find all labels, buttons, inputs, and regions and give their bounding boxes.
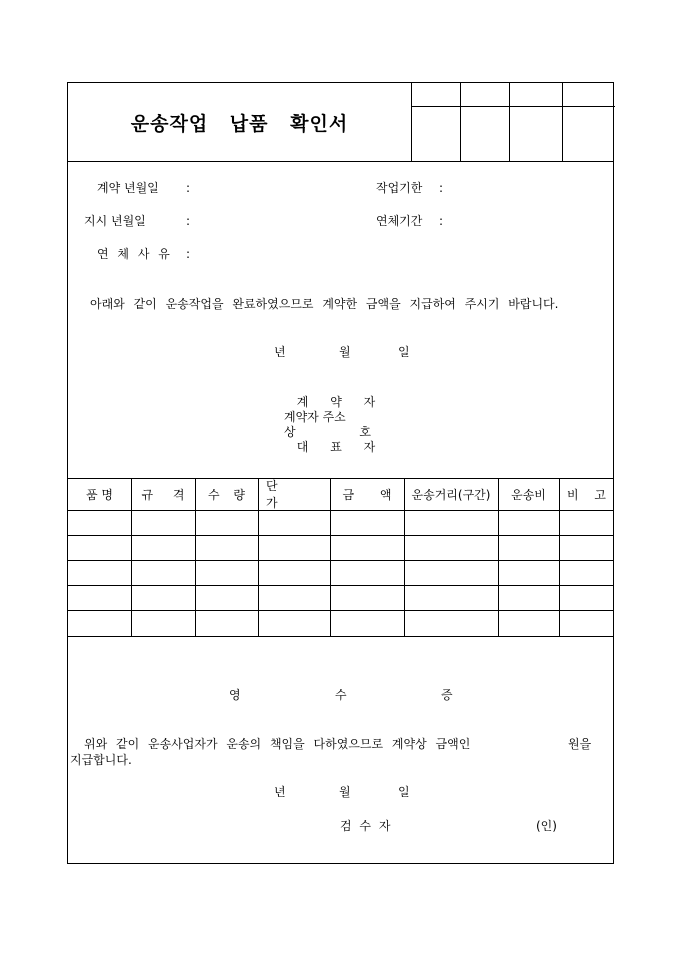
receipt-text-line2: 지급합니다. [70,753,132,767]
receipt-heading-1: 영 [229,688,241,702]
table-cell [68,586,131,610]
table-row-line [68,560,614,561]
header-item-name: 품 명 [86,487,113,502]
receipt-won: 원을 [568,737,592,751]
contractor-name-label: 계 약 자 [296,395,376,409]
approval-col-line [460,83,461,161]
header-amount: 금 액 [342,487,392,502]
contractor-company-label: 상 호 [284,425,371,439]
approval-col-line [509,83,510,161]
receipt-heading-2: 수 [335,688,347,702]
instruct-date-label: 지시 년월일 [84,214,146,228]
instruct-date-colon: : [186,214,191,228]
table-row-line [68,535,614,536]
receipt-heading-3: 증 [441,688,453,702]
work-deadline-colon: : [439,181,444,195]
table-row-line [68,610,614,611]
receipt-date-month: 월 [339,785,351,799]
approval-col-line [562,83,563,161]
delay-reason-colon: : [186,247,191,261]
approval-divider [412,106,615,107]
request-text: 아래와 같이 운송작업을 완료하였으므로 계약한 금액을 지급하여 주시기 바랍니다. [90,297,559,311]
delay-period-colon: : [439,214,444,228]
receipt-date-year: 년 [274,785,286,799]
date-day: 일 [398,345,410,359]
approval-box [411,83,614,161]
table-row-line [68,585,614,586]
delay-reason-label: 연 체 사 유 [97,247,170,261]
table-header-line [68,510,614,511]
receipt-text-line1: 위와 같이 운송사업자가 운송의 책임을 다하였으므로 계약상 금액인 [84,737,471,751]
table-cell [68,536,131,560]
header-distance: 운송거리(구간) [411,487,491,502]
header-remarks: 비 고 [567,487,606,502]
document-frame [67,82,614,864]
table-bottom-line [68,636,614,637]
title-divider [68,161,614,162]
table-cell [68,611,131,635]
seal-mark: (인) [536,819,557,833]
header-unit-price: 단 가 [266,479,278,510]
contract-date-label: 계약 년월일 [97,181,159,195]
document-title: 운송작업 납품 확인서 [130,112,349,135]
delay-period-label: 연체기간 [376,214,423,228]
inspector-label: 검 수 자 [340,819,391,833]
header-quantity: 수 량 [208,487,245,502]
header-spec: 규 격 [141,487,185,502]
date-year: 년 [274,345,286,359]
receipt-date-day: 일 [398,785,410,799]
contractor-address-label: 계약자 주소 [284,410,346,424]
header-fee: 운송비 [511,487,546,502]
contract-date-colon: : [186,181,191,195]
contractor-representative-label: 대 표 자 [296,440,376,454]
date-month: 월 [339,345,351,359]
table-cell [68,511,131,535]
work-deadline-label: 작업기한 [376,181,423,195]
table-cell [68,561,131,585]
